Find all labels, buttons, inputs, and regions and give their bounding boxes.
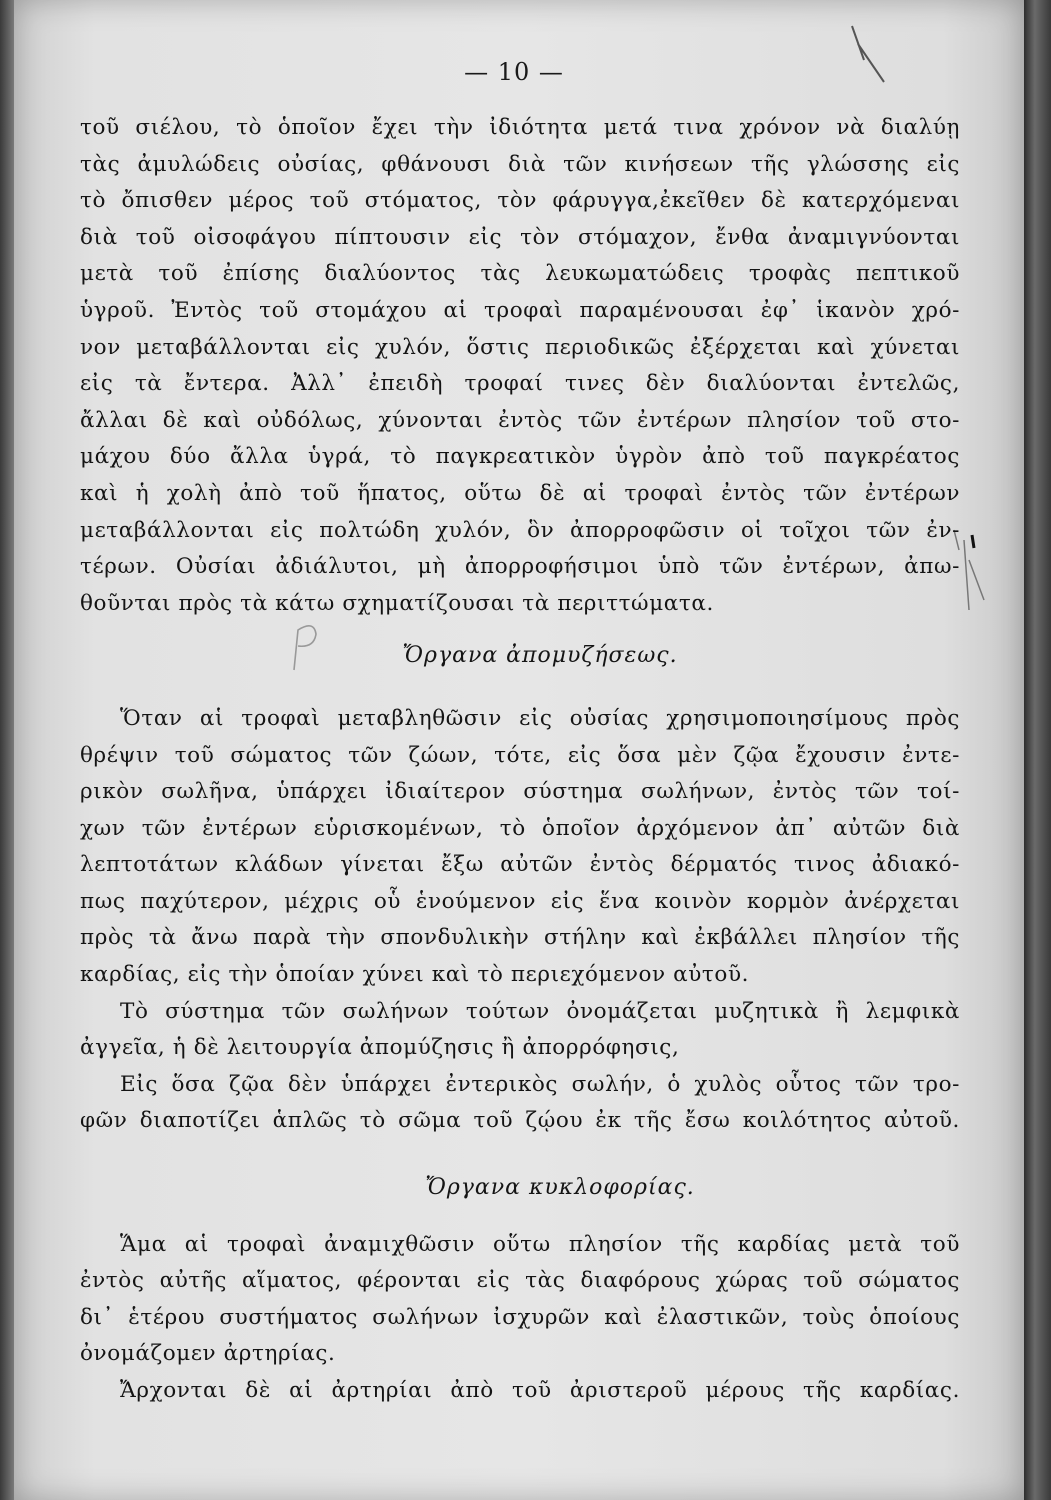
pencil-mark-corner — [844, 20, 914, 90]
text-line: πρὸς τὰ ἄνω παρὰ τὴν σπονδυλικὴν στήλην καὶ ἐκβάλλει πλησίον τῆς — [80, 925, 960, 951]
book-gutter-shadow — [0, 0, 14, 1500]
text-line: ἐντὸς αὐτῆς αἵματος, φέρονται εἰς τὰς διαφόρους χώρας τοῦ σώματος — [80, 1268, 960, 1294]
text-line: καρδίας, εἰς τὴν ὁποίαν χύνει καὶ τὸ περιεχόμενον αὐτοῦ. — [80, 962, 750, 988]
text-line: διὰ τοῦ οἰσοφάγου πίπτουσιν εἰς τὸν στόμαχον, ἔνθα ἀναμιγνύονται — [80, 224, 960, 250]
text-line: Τὸ σύστημα τῶν σωλήνων τούτων ὀνομάζεται μυζητικὰ ἢ λεμφικὰ — [120, 998, 960, 1024]
text-line: θρέψιν τοῦ σώματος τῶν ζώων, τότε, εἰς ὅσα μὲν ζῷα ἔχουσιν ἐντε- — [80, 742, 960, 768]
text-line: ἀγγεῖα, ἡ δὲ λειτουργία ἀπομύζησις ἢ ἀπορρόφησις, — [80, 1035, 680, 1061]
paragraph-absorption — [80, 701, 960, 994]
page-number: — 10 — — [464, 58, 564, 86]
text-line: ὀνομάζομεν ἀρτηρίας. — [80, 1341, 336, 1367]
text-line: θοῦνται πρὸς τὰ κάτω σχηματίζουσαι τὰ περιττώματα. — [80, 590, 714, 616]
paragraph-no-intestine — [80, 1067, 960, 1140]
book-edge-shadow — [1024, 0, 1051, 1500]
text-line: καὶ ἡ χολὴ ἀπὸ τοῦ ἥπατος, οὕτω δὲ αἱ τροφαὶ ἐντὸς τῶν ἐντέρων — [80, 480, 960, 506]
text-line: χων τῶν ἐντέρων εὑρισκομένων, τὸ ὁποῖον ἀρχόμενον ἀπ᾽ αὐτῶν διὰ — [80, 815, 960, 841]
text-line: Ὅταν αἱ τροφαὶ μεταβληθῶσιν εἰς οὐσίας χρησιμοποιησίμους πρὸς — [120, 705, 960, 731]
text-line: μεταβάλλονται εἰς πολτώδη χυλόν, ὃν ἀπορροφῶσιν οἱ τοῖχοι τῶν ἐν- — [80, 517, 960, 543]
text-line: εἰς τὰ ἔντερα. Ἀλλ᾽ ἐπειδὴ τροφαί τινες δὲν διαλύονται ἐντελῶς, — [80, 371, 960, 397]
section-heading-circulation: Ὄργανα κυκλοφορίας. — [425, 1175, 695, 1201]
text-line: μετὰ τοῦ ἐπίσης διαλύοντος τὰς λευκωματώδεις τροφὰς πεπτικοῦ — [80, 261, 960, 287]
section-heading-absorption: Ὄργανα ἀπομυζήσεως. — [402, 643, 678, 669]
text-line: ὑγροῦ. Ἐντὸς τοῦ στομάχου αἱ τροφαὶ παραμένουσαι ἐφ᾽ ἱκανὸν χρό- — [80, 297, 960, 323]
text-line: ἄλλαι δὲ καὶ οὐδόλως, χύνονται ἐντὸς τῶν ἐντέρων πλησίον τοῦ στο- — [80, 407, 960, 433]
text-line: δι᾽ ἑτέρου συστήματος σωλήνων ἰσχυρῶν καὶ ἐλαστικῶν, τοὺς ὁποίους — [80, 1304, 960, 1330]
text-line: τέρων. Οὐσίαι ἀδιάλυτοι, μὴ ἀπορροφήσιμοι ὑπὸ τῶν ἐντέρων, ἀπω- — [80, 554, 960, 580]
text-line: τοῦ σιέλου, τὸ ὁποῖον ἔχει τὴν ἰδιότητα μετά τινα χρόνον νὰ διαλύῃ — [80, 115, 960, 140]
text-line: τὸ ὄπισθεν μέρος τοῦ στόματος, τὸν φάρυγγα,ἐκεῖθεν δὲ κατερχόμεναι — [80, 188, 960, 214]
text-line: λεπτοτάτων κλάδων γίνεται ἔξω αὐτῶν ἐντὸς δέρματός τινος ἀδιακό- — [80, 852, 960, 878]
paragraph-digestion — [80, 110, 960, 622]
book-page — [14, 0, 1024, 1500]
paragraph-arteries — [80, 1373, 960, 1410]
text-line: τὰς ἀμυλώδεις οὐσίας, φθάνουσι διὰ τῶν κινήσεων τῆς γλώσσης εἰς — [80, 151, 960, 177]
text-line: φῶν διαποτίζει ἁπλῶς τὸ σῶμα τοῦ ζῴου ἐκ τῆς ἔσω κοιλότητος αὐτοῦ. — [80, 1108, 960, 1134]
page-text — [80, 110, 960, 1410]
text-line: πως παχύτερον, μέχρις οὗ ἑνούμενον εἰς ἕνα κοινὸν κορμὸν ἀνέρχεται — [80, 888, 960, 914]
text-line: νον μεταβάλλονται εἰς χυλόν, ὅστις περιοδικῶς ἐξέρχεται καὶ χύνεται — [80, 334, 960, 360]
text-line: Εἰς ὅσα ζῷα δὲν ὑπάρχει ἐντερικὸς σωλήν, ὁ χυλὸς οὗτος τῶν τρο- — [120, 1071, 960, 1097]
text-line: μάχου δύο ἄλλα ὑγρά, τὸ παγκρεατικὸν ὑγρὸν ἀπὸ τοῦ παγκρέατος — [80, 444, 960, 470]
paragraph-lymph — [80, 994, 960, 1067]
text-line: Ἅμα αἱ τροφαὶ ἀναμιχθῶσιν οὕτω πλησίον τῆς καρδίας μετὰ τοῦ — [120, 1231, 960, 1257]
paragraph-circulation — [80, 1227, 960, 1373]
text-line: ρικὸν σωλῆνα, ὑπάρχει ἰδιαίτερον σύστημα σωλήνων, ἐντὸς τῶν τοί- — [80, 779, 960, 805]
text-line: Ἄρχονται δὲ αἱ ἀρτηρίαι ἀπὸ τοῦ ἀριστεροῦ μέρους τῆς καρδίας. — [120, 1378, 960, 1403]
